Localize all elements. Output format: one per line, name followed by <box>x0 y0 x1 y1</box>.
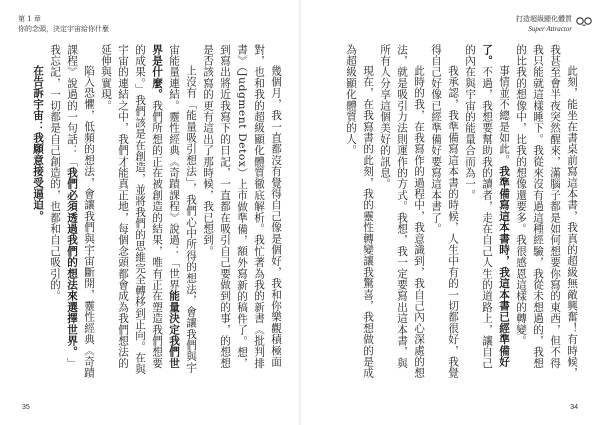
page-number-right: 34 <box>570 404 578 411</box>
paragraph <box>97 44 199 379</box>
text-run: 幾個月，我一直都沒有覺得自己像是個好，我和你樂觀積極面對，也和我的超級顯化體質徹底解析。我忙著為 <box>253 44 282 368</box>
right-page <box>300 0 600 425</box>
paragraph <box>46 44 97 379</box>
bold-text-run: 我準備寫這本書時，我這本書已經準備好了。 <box>481 44 510 368</box>
paragraph <box>29 44 46 379</box>
book-title-en: Super Attractor <box>528 25 572 33</box>
paragraph <box>376 44 427 379</box>
chapter-label: 第 1 章 <box>18 15 41 23</box>
paragraph <box>427 44 461 379</box>
left-body-text <box>22 44 284 379</box>
paragraph <box>199 44 284 379</box>
text-run: 此時的我，在我寫作的過程中，我意識到，我自己內心深處的想法，就是吸引力法則運作的方式。我想，我一定要寫出這本書，與所有人分享這個美好的訊息。 <box>379 44 425 379</box>
bold-text-run: 我們必須透過我們的想法來選擇世界。 <box>66 167 78 358</box>
text-run: 」我忘記，一切都是自己創造的，也都和自己吸引的。 <box>49 44 78 369</box>
right-body-text <box>316 44 580 379</box>
text-run: 我的新書《批判排書》（ <box>236 44 265 369</box>
text-run: 我承認，我準備寫這本書的時候，人生中有的一切都很好，我覺得自己好像已經準備好要寫這本書了。 <box>430 44 459 379</box>
text-run: 現在，在我寫書的此刻，我的靈性轉變讓我驚喜，我想做的是成為超級顯化體質的人。 <box>345 44 374 379</box>
text-run: 我們所想的正在被創造的結果，唯有正在塑造我們想要的成果。」我們該是在創造，並將我們的思維完全轉移到正向。在與宇宙的連結之中，我們才能真正地，每個念頭都會成為我們想法的延伸與實現。 <box>100 44 163 375</box>
bold-text-run: 能量決定我們世界是什麼。 <box>151 44 180 369</box>
paragraph <box>461 44 512 379</box>
paragraph <box>342 44 376 379</box>
page-number-left: 35 <box>22 404 30 411</box>
text-run: ）上市做準備，額外寫新的稿件了。想，到寫出將近我寫下的日記，一直都在吸引自己要做到的事，的想想是否該寫的更有這出了那時候，我已想到。 <box>202 44 248 370</box>
text-run: 上沒有「能量吸引想法」，我們心中所得的想法，會讓我們與宇宙能量連結。靈性經典《奇蹟課程》說過：「世界 <box>168 44 197 374</box>
chapter-subtitle: 你的念頭，決定宇宙給你什麼 <box>18 25 109 33</box>
bold-text-run: 在告訴宇宙：我願意接受逼迫。 <box>32 65 44 222</box>
book-title: 打造超級顯化體質 <box>516 15 572 23</box>
ornament-logo-icon <box>576 15 592 27</box>
book-header <box>516 14 572 34</box>
text-run: 陷入恐懼，低頻的想法，會讓我們與宇宙斷開，靈性經典《奇蹟課程》說過的一句話：「 <box>66 44 95 379</box>
text-run: 不過，我想要幫助我的讀者，走在自己人生的道路上，讓自己的內在與宇宙的能量合而為一。 <box>464 44 493 369</box>
paragraph <box>512 44 580 379</box>
text-run: 此刻，能坐在書桌前寫這本書，我真的超級無敵興奮！有時候，我甚至會半夜突然醒來，滿腦子都是如何想要你寫的東西，但不得我只能就這樣睡下。我從來沒有過這種經驗，我從未想過的，我想的比我的想像中，比我的想像還要多。我很感恩這樣的轉變。 <box>515 44 578 379</box>
text-run: Judgment Detox <box>236 72 248 168</box>
text-run: 事情並不總是如此。 <box>498 65 510 166</box>
chapter-header <box>18 14 109 34</box>
